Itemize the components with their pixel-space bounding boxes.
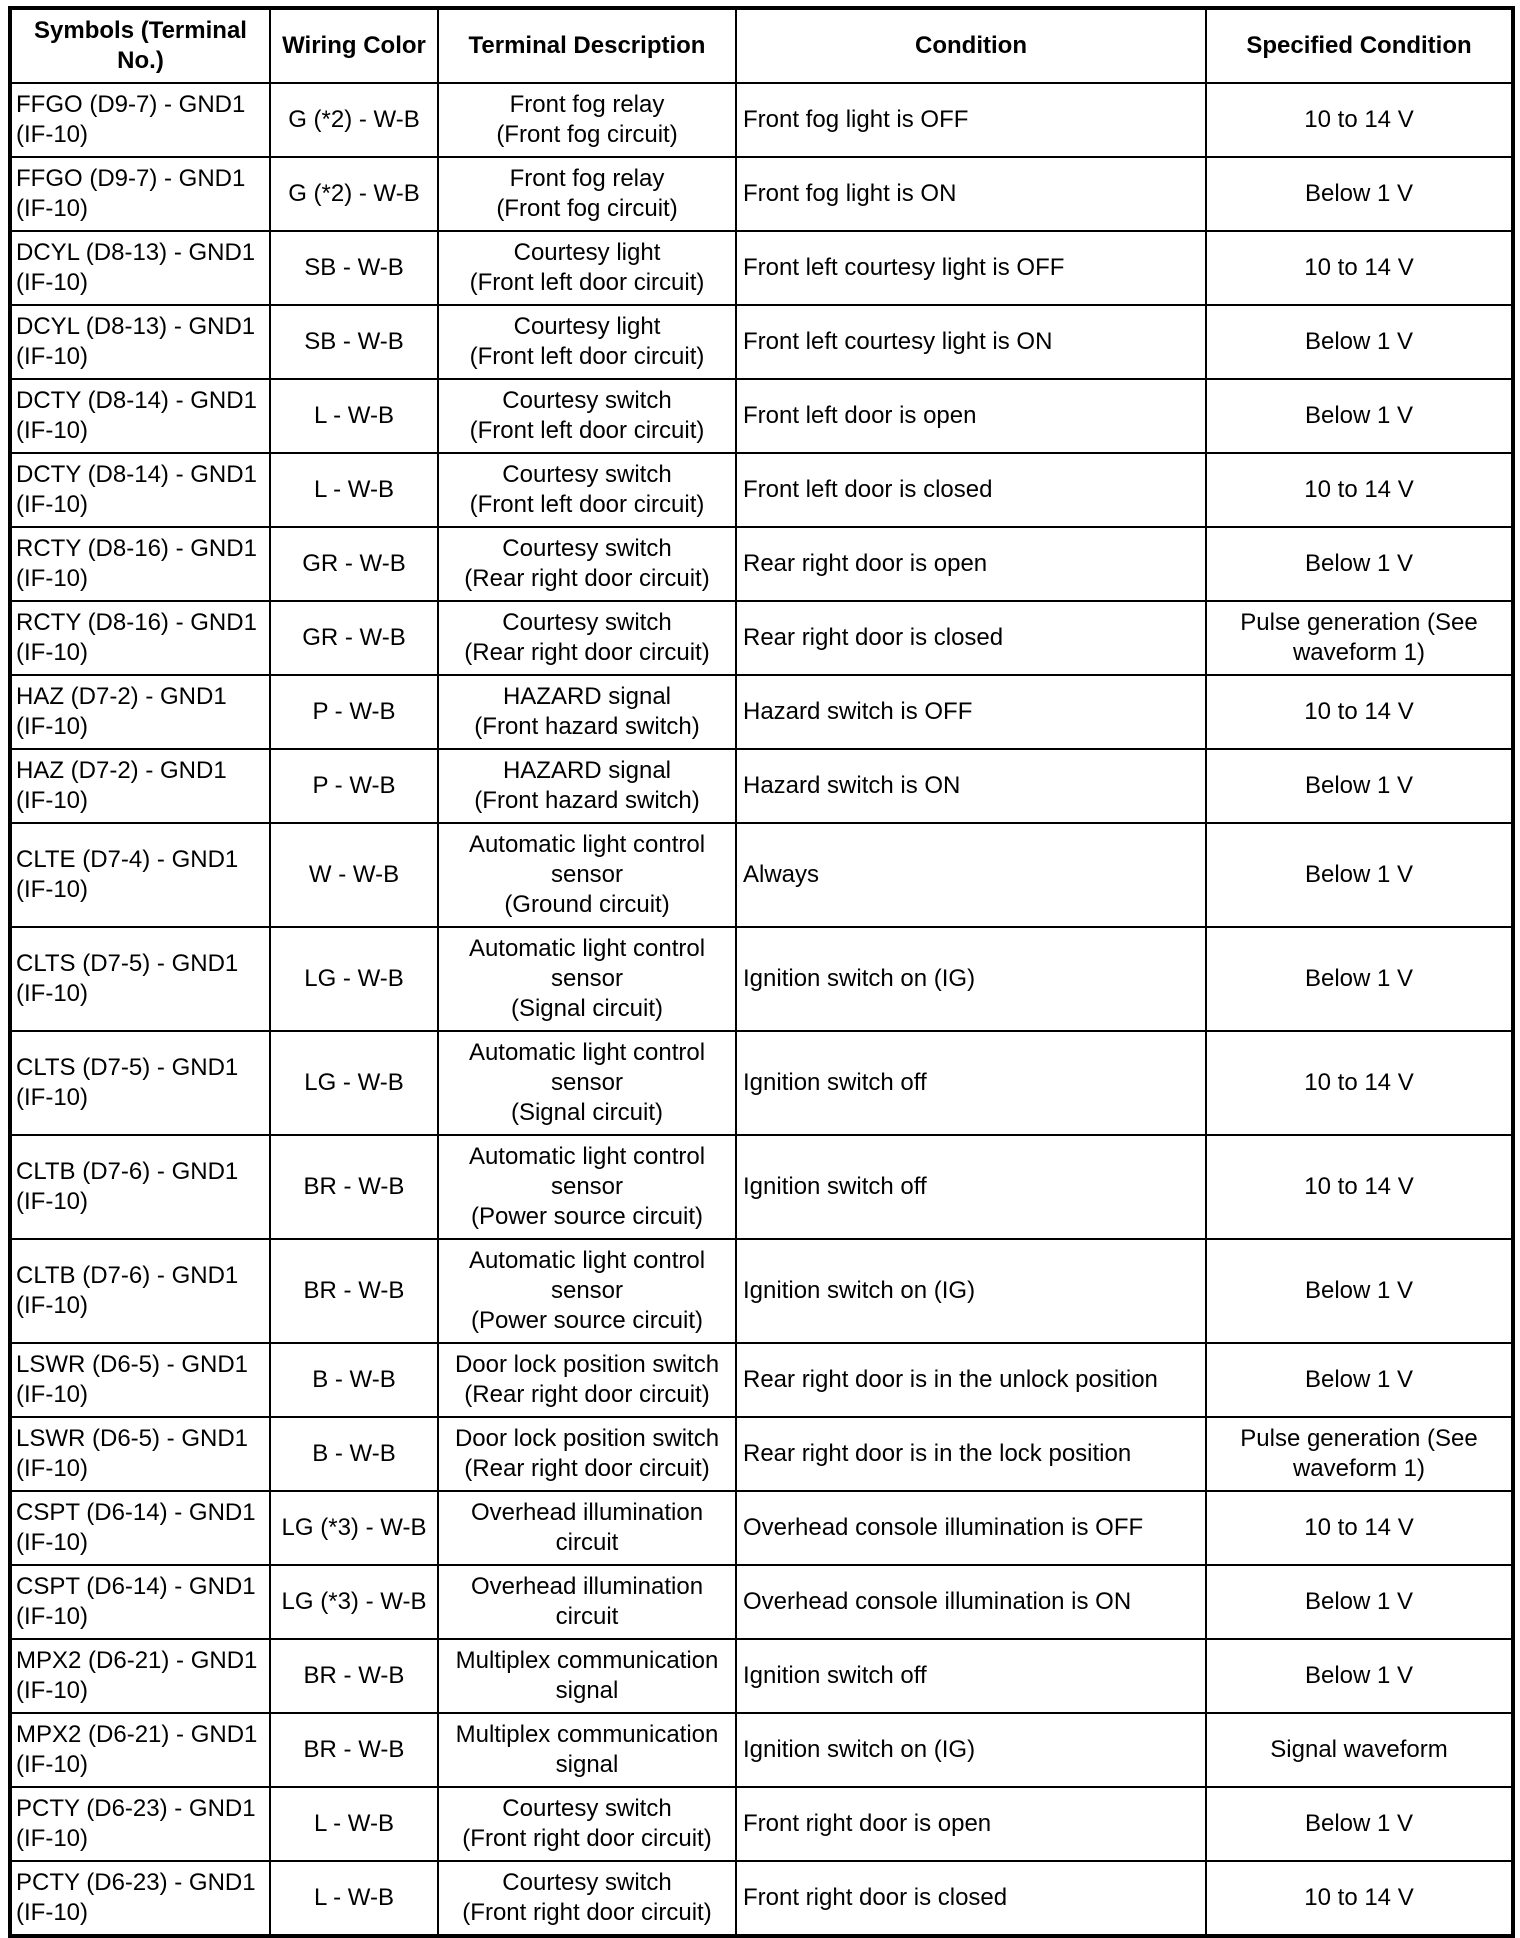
cell-wiring-color: LG - W-B [270,927,438,1031]
cell-specified-condition: 10 to 14 V [1206,1135,1513,1239]
cell-terminal-description [438,675,736,749]
cell-symbol: HAZ (D7-2) - GND1 (IF-10) [10,675,270,749]
cell-terminal-description [438,1565,736,1639]
cell-condition: Front left door is open [736,379,1206,453]
description-line: sensor [550,1069,624,1096]
cell-terminal-description [438,1861,736,1936]
description-line: Courtesy switch [502,387,672,414]
cell-symbol: PCTY (D6-23) - GND1 (IF-10) [10,1861,270,1936]
table-row [10,1239,1513,1343]
description-line: (Front left door circuit) [469,343,705,370]
table-row [10,157,1513,231]
description-line: (Rear right door circuit) [464,639,710,666]
description-line: (Signal circuit) [510,1099,664,1126]
cell-wiring-color: BR - W-B [270,1135,438,1239]
table-row [10,749,1513,823]
cell-symbol: DCYL (D8-13) - GND1 (IF-10) [10,305,270,379]
description-line: (Rear right door circuit) [464,565,710,592]
cell-specified-condition: Below 1 V [1206,1239,1513,1343]
cell-specified-condition: Below 1 V [1206,749,1513,823]
cell-wiring-color: W - W-B [270,823,438,927]
cell-symbol: PCTY (D6-23) - GND1 (IF-10) [10,1787,270,1861]
cell-wiring-color: B - W-B [270,1343,438,1417]
cell-symbol: MPX2 (D6-21) - GND1 (IF-10) [10,1713,270,1787]
cell-condition: Ignition switch off [736,1135,1206,1239]
cell-condition: Front left door is closed [736,453,1206,527]
cell-specified-condition: Pulse generation (See waveform 1) [1206,601,1513,675]
table-row [10,1713,1513,1787]
cell-condition: Overhead console illumination is OFF [736,1491,1206,1565]
cell-terminal-description [438,1713,736,1787]
cell-specified-condition: Below 1 V [1206,305,1513,379]
cell-specified-condition: Below 1 V [1206,1343,1513,1417]
cell-terminal-description [438,1135,736,1239]
table-body [10,83,1513,1936]
description-line: Automatic light control [468,935,706,962]
cell-condition: Front right door is open [736,1787,1206,1861]
description-line: circuit [555,1529,619,1556]
cell-symbol: HAZ (D7-2) - GND1 (IF-10) [10,749,270,823]
description-line: HAZARD signal [502,757,672,784]
cell-terminal-description [438,1417,736,1491]
cell-terminal-description [438,527,736,601]
description-line: (Front left door circuit) [469,491,705,518]
description-line: Overhead illumination [470,1499,704,1526]
table-row [10,1861,1513,1936]
table-row [10,1565,1513,1639]
cell-specified-condition: Below 1 V [1206,527,1513,601]
table-row [10,379,1513,453]
description-line: signal [555,1751,619,1778]
description-line: (Front hazard switch) [474,713,700,740]
description-line: Door lock position switch [454,1351,720,1378]
cell-symbol: DCTY (D8-14) - GND1 (IF-10) [10,453,270,527]
cell-condition: Rear right door is open [736,527,1206,601]
description-line: (Ground circuit) [504,891,670,918]
description-line: Courtesy light [513,239,661,266]
cell-terminal-description [438,927,736,1031]
description-line: (Front right door circuit) [462,1899,712,1926]
cell-wiring-color: G (*2) - W-B [270,157,438,231]
cell-condition: Front fog light is OFF [736,83,1206,157]
description-line: (Rear right door circuit) [464,1381,710,1408]
cell-specified-condition: Below 1 V [1206,1565,1513,1639]
table-row [10,305,1513,379]
table-row [10,1031,1513,1135]
table-row [10,527,1513,601]
description-line: sensor [550,861,624,888]
description-line: HAZARD signal [502,683,672,710]
cell-wiring-color: LG (*3) - W-B [270,1491,438,1565]
description-line: Multiplex communication [455,1721,719,1748]
cell-symbol: CSPT (D6-14) - GND1 (IF-10) [10,1565,270,1639]
cell-wiring-color: L - W-B [270,453,438,527]
cell-wiring-color: SB - W-B [270,305,438,379]
cell-symbol: FFGO (D9-7) - GND1 (IF-10) [10,157,270,231]
table-header-row [10,8,1513,83]
description-line: (Power source circuit) [470,1203,704,1230]
cell-symbol: CLTB (D7-6) - GND1 (IF-10) [10,1239,270,1343]
cell-wiring-color: B - W-B [270,1417,438,1491]
description-line: sensor [550,965,624,992]
cell-symbol: LSWR (D6-5) - GND1 (IF-10) [10,1417,270,1491]
cell-wiring-color: L - W-B [270,1861,438,1936]
description-line: sensor [550,1173,624,1200]
cell-symbol: DCYL (D8-13) - GND1 (IF-10) [10,231,270,305]
cell-wiring-color: BR - W-B [270,1639,438,1713]
description-line: Courtesy switch [502,535,672,562]
cell-specified-condition: 10 to 14 V [1206,231,1513,305]
description-line: (Front fog circuit) [496,195,678,222]
description-line: (Front right door circuit) [462,1825,712,1852]
cell-condition: Ignition switch on (IG) [736,1239,1206,1343]
table-row [10,231,1513,305]
table-row [10,927,1513,1031]
table-row [10,83,1513,157]
table-row [10,1787,1513,1861]
description-line: Courtesy light [513,313,661,340]
header-condition: Condition [736,8,1206,83]
cell-condition: Hazard switch is ON [736,749,1206,823]
description-line: circuit [555,1603,619,1630]
table-row [10,601,1513,675]
header-wiring-color: Wiring Color [270,8,438,83]
cell-terminal-description [438,83,736,157]
header-specified-condition: Specified Condition [1206,8,1513,83]
cell-wiring-color: GR - W-B [270,527,438,601]
cell-condition: Rear right door is closed [736,601,1206,675]
cell-wiring-color: SB - W-B [270,231,438,305]
cell-terminal-description [438,1787,736,1861]
cell-terminal-description [438,453,736,527]
table-row [10,453,1513,527]
description-line: (Front hazard switch) [474,787,700,814]
cell-terminal-description [438,601,736,675]
cell-wiring-color: BR - W-B [270,1239,438,1343]
cell-condition: Front left courtesy light is ON [736,305,1206,379]
description-line: (Signal circuit) [510,995,664,1022]
header-terminal-description: Terminal Description [438,8,736,83]
cell-symbol: CLTE (D7-4) - GND1 (IF-10) [10,823,270,927]
cell-specified-condition: 10 to 14 V [1206,83,1513,157]
cell-terminal-description [438,1491,736,1565]
description-line: Automatic light control [468,1247,706,1274]
cell-symbol: CSPT (D6-14) - GND1 (IF-10) [10,1491,270,1565]
cell-condition: Ignition switch on (IG) [736,927,1206,1031]
cell-specified-condition: Pulse generation (See waveform 1) [1206,1417,1513,1491]
cell-wiring-color: L - W-B [270,1787,438,1861]
cell-wiring-color: LG - W-B [270,1031,438,1135]
cell-condition: Hazard switch is OFF [736,675,1206,749]
cell-specified-condition: Below 1 V [1206,1787,1513,1861]
cell-symbol: CLTB (D7-6) - GND1 (IF-10) [10,1135,270,1239]
header-symbols: Symbols (Terminal No.) [10,8,270,83]
description-line: Automatic light control [468,1039,706,1066]
description-line: Courtesy switch [502,1869,672,1896]
cell-symbol: MPX2 (D6-21) - GND1 (IF-10) [10,1639,270,1713]
description-line: Automatic light control [468,1143,706,1170]
cell-terminal-description [438,749,736,823]
cell-specified-condition: Below 1 V [1206,927,1513,1031]
cell-wiring-color: BR - W-B [270,1713,438,1787]
table-row [10,675,1513,749]
cell-wiring-color: GR - W-B [270,601,438,675]
cell-wiring-color: L - W-B [270,379,438,453]
table-row [10,823,1513,927]
description-line: Automatic light control [468,831,706,858]
cell-specified-condition: 10 to 14 V [1206,1031,1513,1135]
cell-condition: Front fog light is ON [736,157,1206,231]
cell-terminal-description [438,379,736,453]
cell-condition: Rear right door is in the unlock position [736,1343,1206,1417]
cell-specified-condition: 10 to 14 V [1206,1861,1513,1936]
cell-condition: Ignition switch off [736,1639,1206,1713]
table-row [10,1491,1513,1565]
cell-condition: Ignition switch on (IG) [736,1713,1206,1787]
cell-symbol: CLTS (D7-5) - GND1 (IF-10) [10,927,270,1031]
cell-condition: Rear right door is in the lock position [736,1417,1206,1491]
cell-terminal-description [438,305,736,379]
terminal-table-container [8,6,1511,1938]
table-row [10,1639,1513,1713]
cell-symbol: CLTS (D7-5) - GND1 (IF-10) [10,1031,270,1135]
cell-specified-condition: 10 to 14 V [1206,675,1513,749]
description-line: (Front left door circuit) [469,269,705,296]
description-line: (Power source circuit) [470,1307,704,1334]
cell-specified-condition: Below 1 V [1206,157,1513,231]
cell-terminal-description [438,1239,736,1343]
cell-condition: Front right door is closed [736,1861,1206,1936]
description-line: (Rear right door circuit) [464,1455,710,1482]
cell-symbol: FFGO (D9-7) - GND1 (IF-10) [10,83,270,157]
description-line: (Front fog circuit) [496,121,678,148]
cell-terminal-description [438,1639,736,1713]
cell-wiring-color: P - W-B [270,749,438,823]
description-line: Overhead illumination [470,1573,704,1600]
cell-specified-condition: 10 to 14 V [1206,1491,1513,1565]
cell-specified-condition: 10 to 14 V [1206,453,1513,527]
description-line: Multiplex communication [455,1647,719,1674]
cell-terminal-description [438,823,736,927]
cell-terminal-description [438,231,736,305]
cell-symbol: DCTY (D8-14) - GND1 (IF-10) [10,379,270,453]
cell-condition: Front left courtesy light is OFF [736,231,1206,305]
cell-wiring-color: P - W-B [270,675,438,749]
cell-terminal-description [438,157,736,231]
cell-condition: Always [736,823,1206,927]
description-line: Door lock position switch [454,1425,720,1452]
table-row [10,1343,1513,1417]
description-line: (Front left door circuit) [469,417,705,444]
description-line: Courtesy switch [502,1795,672,1822]
description-line: sensor [550,1277,624,1304]
description-line: Front fog relay [509,165,665,192]
cell-symbol: RCTY (D8-16) - GND1 (IF-10) [10,601,270,675]
table-row [10,1417,1513,1491]
description-line: signal [555,1677,619,1704]
description-line: Courtesy switch [502,461,672,488]
cell-symbol: RCTY (D8-16) - GND1 (IF-10) [10,527,270,601]
description-line: Courtesy switch [502,609,672,636]
cell-wiring-color: G (*2) - W-B [270,83,438,157]
cell-specified-condition: Below 1 V [1206,379,1513,453]
cell-wiring-color: LG (*3) - W-B [270,1565,438,1639]
cell-terminal-description [438,1343,736,1417]
cell-condition: Overhead console illumination is ON [736,1565,1206,1639]
cell-specified-condition: Signal waveform [1206,1713,1513,1787]
cell-condition: Ignition switch off [736,1031,1206,1135]
cell-specified-condition: Below 1 V [1206,1639,1513,1713]
table-row [10,1135,1513,1239]
terminal-inspection-table [8,6,1515,1938]
cell-symbol: LSWR (D6-5) - GND1 (IF-10) [10,1343,270,1417]
cell-specified-condition: Below 1 V [1206,823,1513,927]
cell-terminal-description [438,1031,736,1135]
description-line: Front fog relay [509,91,665,118]
